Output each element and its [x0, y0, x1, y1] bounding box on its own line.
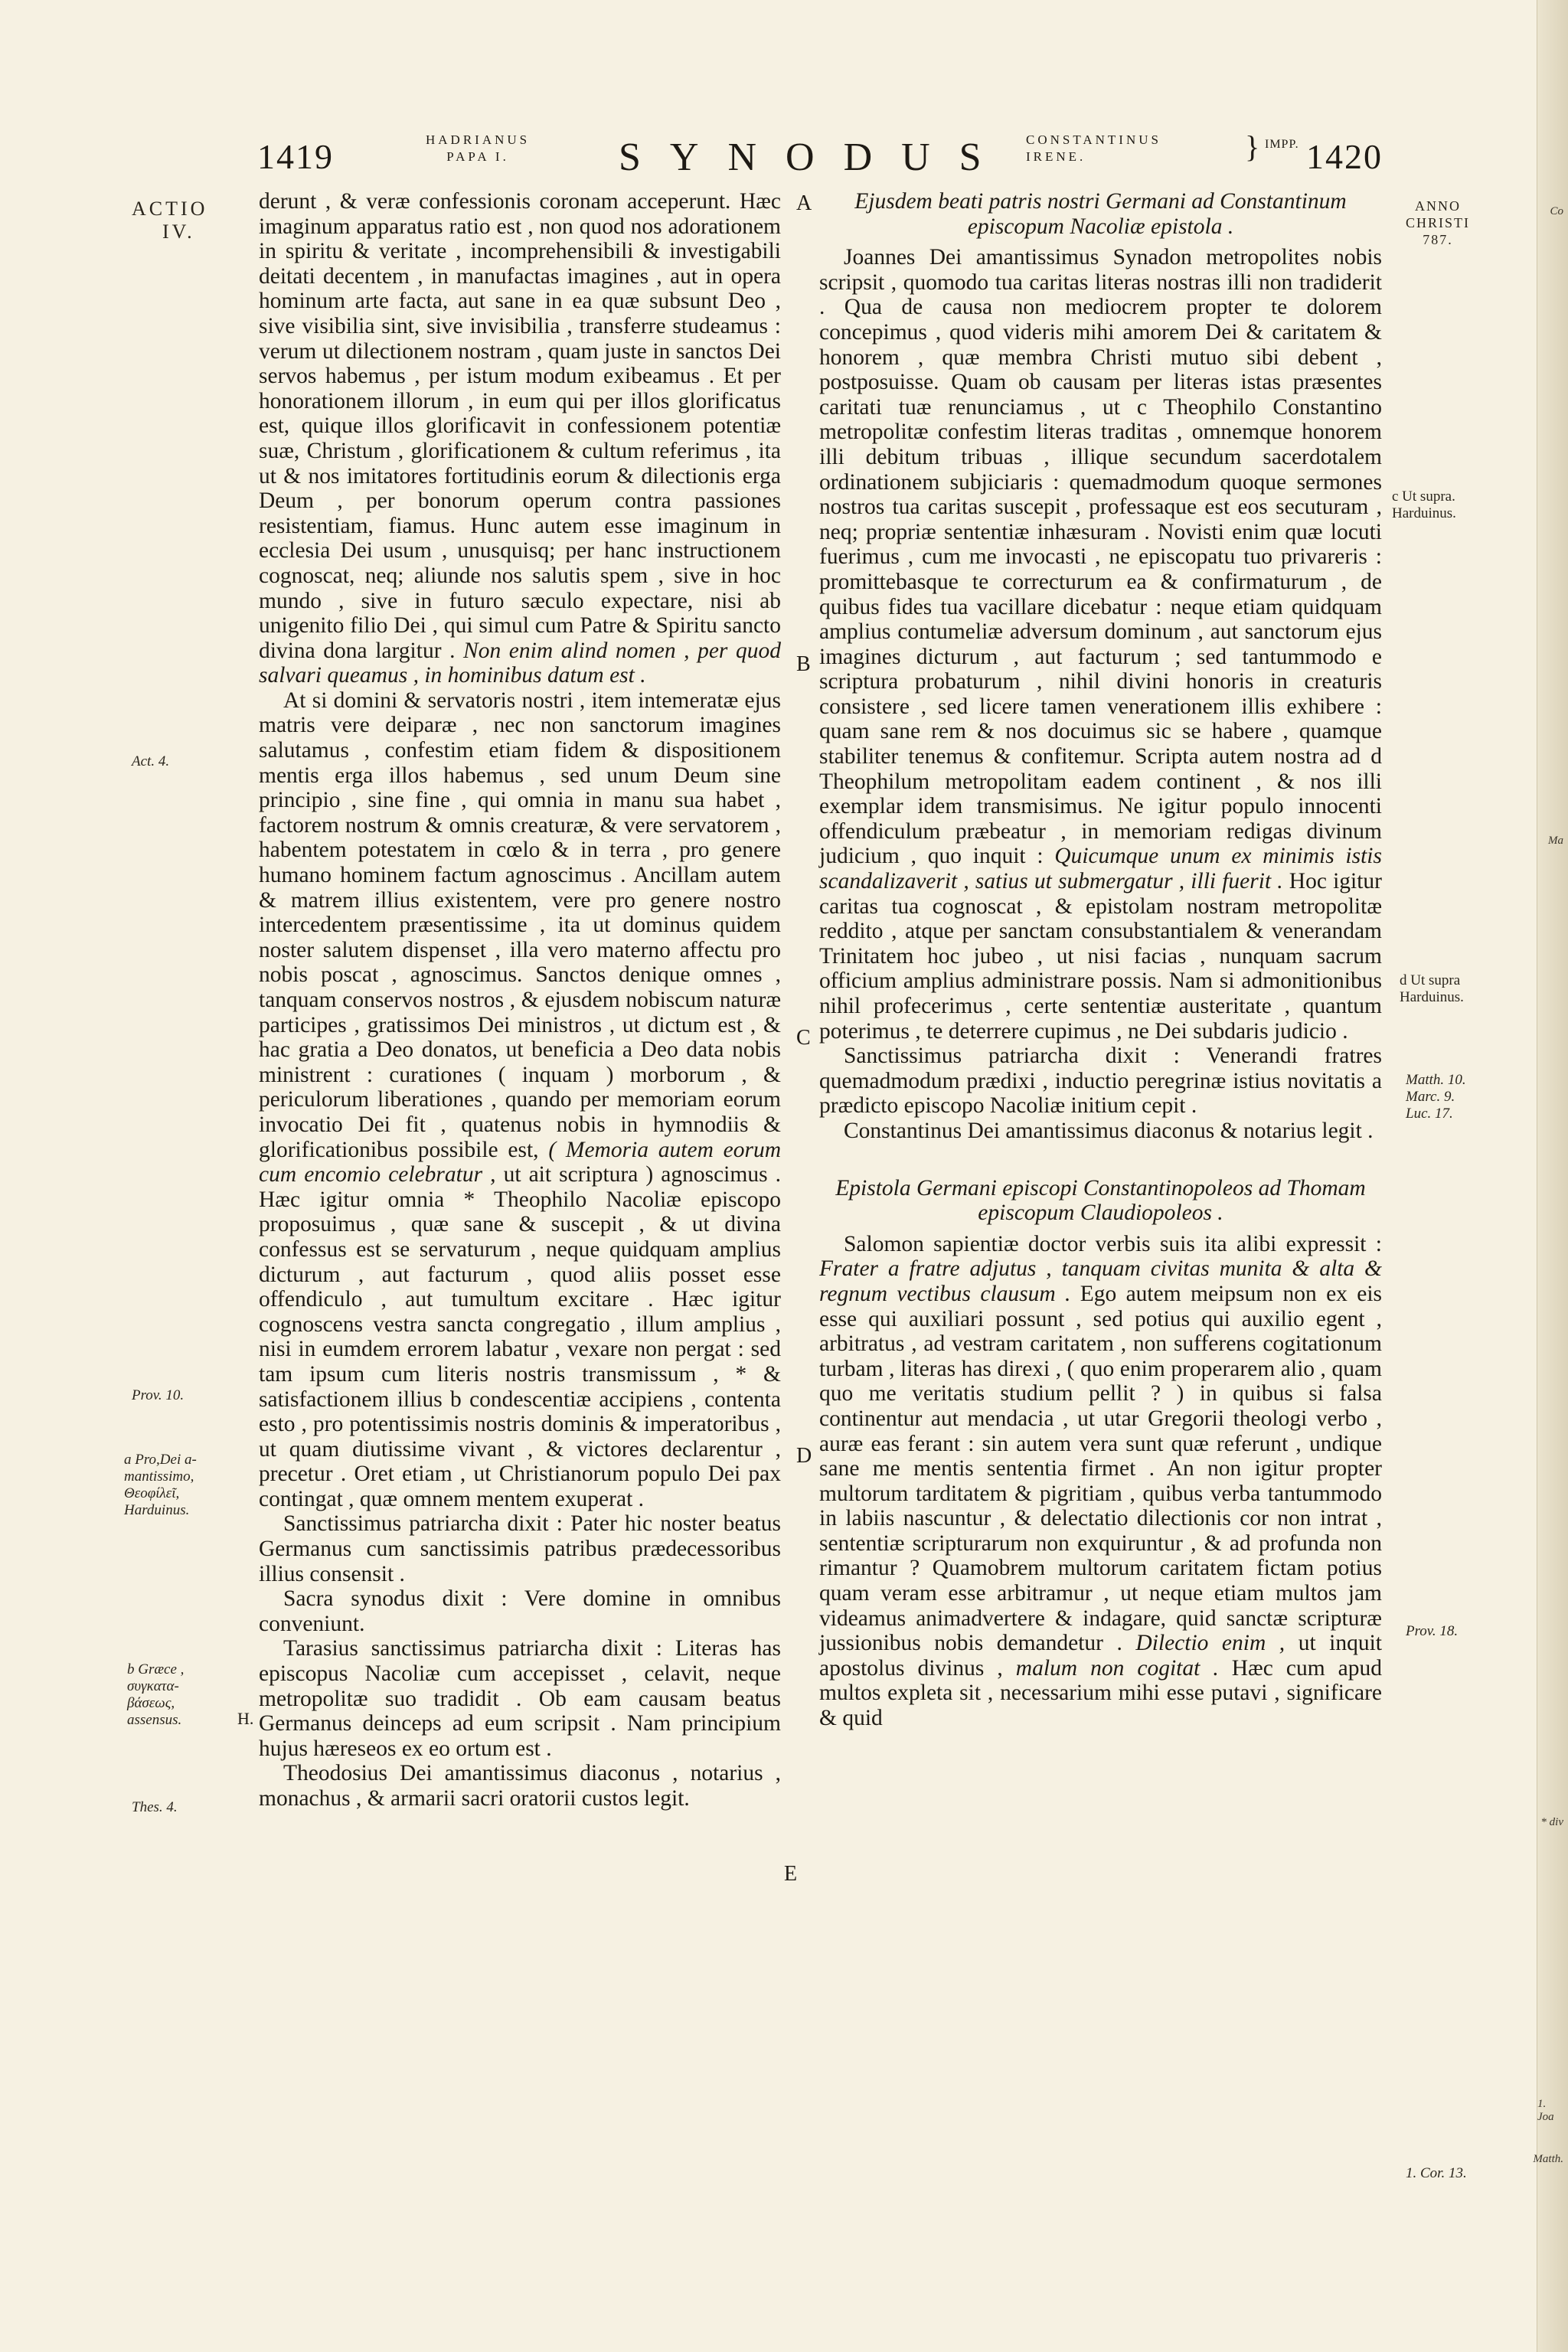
- margin-note-a: [124, 1452, 197, 1519]
- note-b-line: assensus.: [127, 1712, 182, 1728]
- year-value: 787.: [1423, 232, 1453, 247]
- left-paragraph: Sanctissimus patriarcha dixit : Pater hic noster beatus Germanus cum sanctissimis patribus prædecessoribus illius consensit .: [259, 1511, 781, 1586]
- header-left-line-1: HADRIANUS: [426, 132, 531, 147]
- christi-word: CHRISTI: [1406, 215, 1471, 230]
- section-letter-a: A: [796, 191, 812, 215]
- edge-note: 1. Joa: [1537, 2098, 1554, 2123]
- paragraph-text: Hæc cum apud multos expleta sit , necessarium mihi esse putavi , significare & quid: [819, 1655, 1383, 1731]
- page-number-right: 1420: [1306, 137, 1383, 176]
- letter-heading: Ejusdem beati patris nostri Germani ad Constantinum episcopum Nacoliæ epistola .: [854, 189, 1347, 239]
- right-paragraph: Constantinus Dei amantissimus diaconus & notarius legit .: [844, 1118, 1374, 1143]
- right-paragraph: [819, 1232, 1382, 1731]
- note-a-line: Θεοφίλεῖ,: [124, 1485, 180, 1501]
- scripture-quote: Dilectio enim ,: [1135, 1631, 1285, 1656]
- actio-word: ACTIO: [132, 198, 208, 220]
- scripture-quote: malum non cogitat .: [1015, 1655, 1219, 1681]
- scripture-quote: Frater a fratre adjutus , tanquam civitas munita & alta & regnum vectibus clausum .: [819, 1256, 1382, 1306]
- header-left-line-2: PAPA I.: [446, 149, 509, 164]
- note-a-line: Harduinus.: [124, 1502, 190, 1518]
- right-paragraph: Sanctissimus patriarcha dixit : Venerandi fratres quemadmodum prædixi , inductio peregrinæ istius novitatis a prædicto episcopo Nacoliæ initium cepit .: [819, 1044, 1382, 1119]
- paragraph-text: At si domini & servatoris nostri , item intemeratæ ejus matris vere deiparæ , nec non sanctorum imagines salutamus , confestim etiam fidem & dispositionem mentis erga illos habemus , sed unum Deum sine principio , sine fine , qui omnia in manu sua habet , factorem nostrum & omnis creaturæ, & vere servatorem , habentem potestatem in cœlo & in terra , pro genere humano hominem factum agnoscimus . Ancillam autem & matrem illius existentem, vere pro genere nostro intercedentem præsentissime , ita ut dominus quidem noster salutem dispenset , illa vero materno affectu pro nobis poscat , agnoscimus. Sanctos denique omnes , tanquam conservos nostros , & ejusdem nobiscum naturæ participes , gratissimos Dei ministros , ut dictum est , & hac gratia a Deo donatos, ut beneficia a Deo data nobis ministrent : curationes ( inquam ) morborum , & periculorum liberationes , quando per memoriam eorum invocatio Dei fit , quatenus nobis in hymnodiis & glorificationibus possibile est,: [259, 688, 781, 1162]
- right-text-column: [819, 189, 1382, 1731]
- section-letter-d: D: [796, 1444, 812, 1468]
- header-impp: IMPP.: [1265, 138, 1299, 151]
- left-paragraph: [259, 688, 781, 1512]
- margin-note-prov: Prov. 10.: [132, 1387, 185, 1403]
- left-paragraph: Tarasius sanctissimus patriarcha dixit : Literas has episcopus Nacoliæ cum accepisset , celavit, neque metropolitæ suo tradidit . Ob eam causam beatus Germanus deinceps ad eum scripsit . Nam principium hujus hæreseos ex eo ortum est .: [259, 1636, 781, 1761]
- header-right-line-1: CONSTANTINUS: [1026, 132, 1161, 147]
- left-paragraph: [259, 189, 781, 688]
- paragraph-text: Salomon sapientiæ doctor verbis suis ita alibi expressit :: [844, 1231, 1382, 1256]
- note-luc: Luc. 17.: [1406, 1106, 1453, 1122]
- note-c-line: Harduinus.: [1392, 505, 1456, 521]
- note-b-line: βάσεως,: [127, 1695, 175, 1711]
- note-a-line: mantissimo,: [124, 1468, 194, 1485]
- paragraph-text: ut ait scriptura ) agnoscimus . Hæc igitur omnia * Theophilo Nacoliæ episcopo proposuimus , quæ sane & suscepit , & ut divina confessus est se servaturum , neque quidquam amplius dicturum , aut facturum , quod aliis posset esse offendiculo , aut tumultum excitare . Hæc igitur cognoscens vestra sancta congregatio , illum amplius , nisi in eumdem errorem labatur , vexare non pergat : sed tam ipsum cum literis nostris transmissum , * & satisfactionem illius b condescentiæ accipiens , contenta esto , pro potentissimis nostris dominis & imperatoribus , ut quam diutissime vivant , & victores declarentur , precetur . Oret etiam , ut Christianorum populo Dei pax contingat , quæ omnem mentem exuperat .: [259, 1162, 781, 1511]
- paragraph-text: Joannes Dei amantissimus Synadon metropolites nobis scripsit , quomodo tua caritas literas nostras illi non tradiderit . Qua de causa non mediocrem propter te dolorem concepimus , quod videris mihi amorem Dei & caritatem & honorem , quæ membra Christi mutuo sibi debent , postposuisse. Quam ob causam per literas istas præsentes caritati tuæ renunciamus , ut c Theophilo Constantino metropolitæ confestim literas traditas , omnemque honorem illi debitum tribuas , illique secundum sacerdotalem ordinationem subjiciaris : quemadmodum quoque sermones nostros tua caritas suscepit , professaque est eos secuturam , neq; propriæ sententiæ inhæsuram . Novisti enim quæ locuti fuerimus , cum me invocasti , ne episcopatu tuo privareris : promittebasque te correcturum ea & confirmaturum , de quibus fides tua vacillare dicebatur : neque etiam quidquam amplius contumeliæ adversum dominum , aut sanctorum ejus imagines dicturum , aut facturum ; sed tantummodo e scriptura probaturum , nihil divini honoris in creaturis consistere , sed licere tamen venerationem illis exhibere : quam sane rem & nos docuimus sic se habere , quamque stabiliter tenemus & confitemur. Scripta autem nostra ad d Theophilum metropolitam eadem continent , & nos illi exemplar idem transmisimus. Ne igitur populo innocenti offendiculum præbeatur , in memoriam redigas divinum judicium , quo inquit :: [819, 245, 1382, 869]
- spacer: [819, 1144, 1382, 1176]
- margin-note-thes: Thes. 4.: [132, 1799, 178, 1815]
- note-c-line: c Ut supra.: [1392, 488, 1455, 505]
- actio-number: IV.: [162, 220, 195, 243]
- header-right-label: [1026, 132, 1161, 165]
- note-marc: Marc. 9.: [1406, 1089, 1455, 1105]
- paragraph-text: ut inquit apostolus divinus ,: [819, 1631, 1382, 1681]
- margin-note-cor: 1. Cor. 13.: [1406, 2165, 1467, 2181]
- margin-note-b: [127, 1661, 184, 1729]
- margin-note-acts: Act. 4.: [132, 753, 170, 769]
- header-title: SYNODUS: [619, 136, 1011, 179]
- section-letter-b: B: [796, 652, 811, 676]
- section-letter-h: H.: [237, 1709, 254, 1728]
- margin-note-gospels: [1406, 1072, 1466, 1122]
- scripture-quote: Non enim alind nomen , per quod salvari queamus , in hominibus datum est .: [259, 638, 781, 688]
- header-left-label: [426, 132, 530, 165]
- letter-heading: Epistola Germani episcopi Constantinopoleos ad Thomam episcopum Claudiopoleos .: [835, 1175, 1366, 1226]
- edge-note: Ma: [1548, 835, 1563, 847]
- scripture-quote: Quicumque unum ex minimis istis scandalizaverit , satius ut submergatur , illi fuerit .: [819, 844, 1382, 894]
- left-paragraph: Sacra synodus dixit : Vere domine in omnibus conveniunt.: [259, 1586, 781, 1636]
- right-paragraph: [819, 245, 1382, 1044]
- scripture-quote: ( Memoria autem eorum cum encomio celebratur ,: [259, 1137, 782, 1187]
- note-a-line: a Pro,Dei a-: [124, 1452, 197, 1468]
- header-right-line-2: IRENE.: [1026, 149, 1086, 164]
- left-text-column: [259, 189, 781, 1811]
- paragraph-text: Ego autem meipsum non ex eis esse qui auxiliari possunt , sed potius qui auxilio egent , arbitratus , ad vestram caritatem , non sufferens cogitationum turbam , literas has direxi , ( quo enim properarem alio , quam quo me veritatis studium pellit ? ) in quibus si falsa continentur aut mendacia , ut utar Gregorii theologi verbo , auræ eas ferant : sin autem vera sunt quæ referunt , undique sane me mentis sententia firmet . An non igitur propter multorum tarditatem & pigritiam , quibus verba tantummodo in labiis nascuntur , & delectatio dilectionis cor non intrat , sententiæ scripturarum non exquiruntur , & ad profunda non rimantur ? Quamobrem multorum caritatem fictam potius quam veram esse arbitramur , ut neque etiam multos jam videamus animadvertere & indagare, quid sanctæ scripturæ jussionibus nobis demandetur .: [819, 1281, 1383, 1656]
- section-letter-c: C: [796, 1026, 811, 1050]
- page-number-left: 1419: [257, 137, 334, 176]
- actio-label: [132, 198, 207, 243]
- margin-note-c: [1392, 488, 1456, 522]
- note-d-line: d Ut supra: [1400, 972, 1461, 988]
- margin-note-prov18: Prov. 18.: [1406, 1623, 1459, 1639]
- margin-note-d: [1400, 972, 1464, 1006]
- paragraph-text: derunt , & veræ confessionis coronam acceperunt. Hæc imaginum apparatus ratio est , non quod nos adorationem in spiritu & veritate , incomprehensibili & investigabili deitati decentem , in manufactas imagines , aut in opera hominum arte facta, aut sane in ea quæ subsunt Deo , sive visibilia sint, sive invisibilia , transferre studeamus : verum ut dilectionem nostram , quam juste in sanctos Dei servos habemus , per istum modum exibeamus . Et per honorationem illorum , in eum qui per illos glorificatus est, quique illos glorificavit in confessionem potentiæ suæ, Christum , glorificationem & cultum referimus , ita ut & nos imitatores fortitudinis eorum & dilectionis erga Deum , per bonorum operum contra passiones resistentiam, fiamus. Hunc autem esse imaginum in ecclesia Dei usum , unusquisq; per hanc instructionem cognoscat, neq; aliunde nos salutis spem , sive in hoc mundo , sive in futuro sæculo expectare, nisi ab unigenito filio Dei , qui simul cum Patre & Spiritu sancto divina dona largitur .: [259, 189, 781, 663]
- edge-note: * div: [1540, 1816, 1563, 1828]
- paragraph-text: Hoc igitur caritas tua cognoscat , & epistolam nostram metropolitæ reddito , atque per sanctam consubstantialem & venerandam Trinitatem hoc jubeo , ut nisi facias , nunquam sacrum officium amplius administrare possis. Nam si admonitionibus nihil profecerimus , certe sententiæ austeritate , quantum poterimus , te deterrere cupimus , ne Dei subdaris judicio .: [819, 869, 1382, 1044]
- note-d-line: Harduinus.: [1400, 989, 1464, 1005]
- note-matth: Matth. 10.: [1406, 1072, 1466, 1088]
- anno-christi: [1406, 198, 1470, 248]
- edge-note: Matth.: [1533, 2153, 1563, 2165]
- note-b-line: συγκατα-: [127, 1678, 179, 1694]
- section-letter-e: E: [784, 1862, 798, 1886]
- note-b-line: b Græce ,: [127, 1661, 185, 1677]
- edge-note: Co: [1550, 205, 1563, 217]
- left-paragraph: Theodosius Dei amantissimus diaconus , notarius , monachus , & armarii sacri oratorii custos legit.: [259, 1761, 781, 1811]
- page-edge-strip: [1533, 0, 1568, 2352]
- anno-word: ANNO: [1415, 198, 1461, 214]
- header-brace: }: [1245, 129, 1260, 164]
- running-header: [0, 0, 1568, 184]
